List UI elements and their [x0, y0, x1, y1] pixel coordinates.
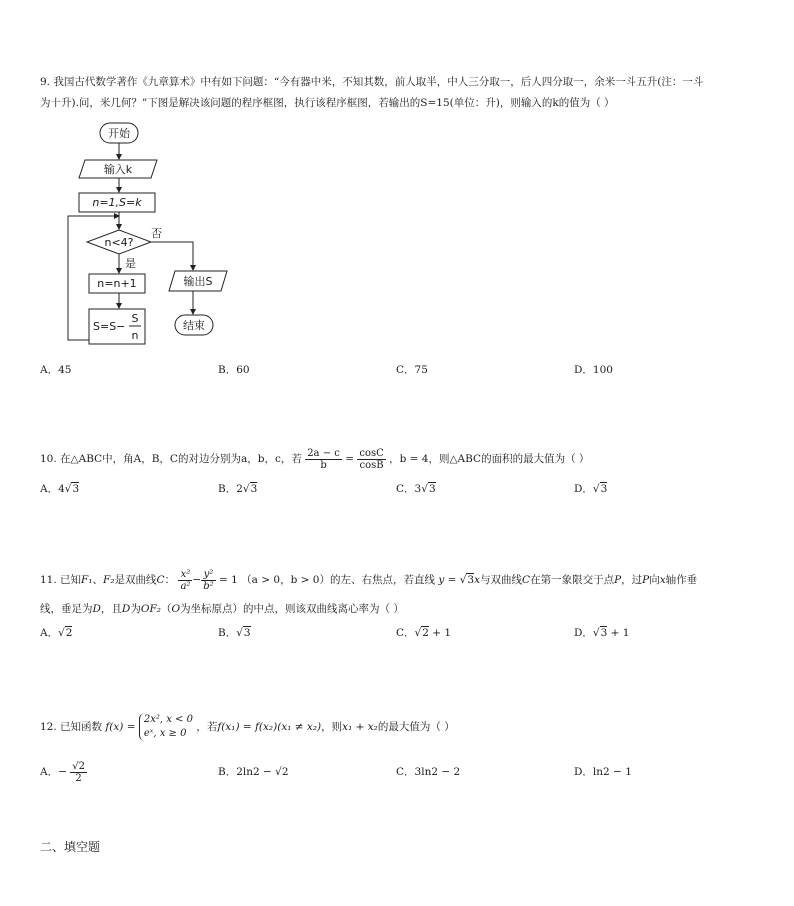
- flow-update-label: S=S−: [93, 320, 126, 333]
- q11-t6: 向: [649, 574, 660, 586]
- q10-fraction-right: [357, 448, 385, 471]
- q11-option-a[interactable]: A．√2: [40, 627, 73, 639]
- q11-option-c-rad: 2: [422, 627, 429, 639]
- q10-option-c-rad: 3: [428, 483, 436, 495]
- q12-mid: ，若: [196, 721, 218, 733]
- q10-frac2-num: cosC: [359, 447, 384, 459]
- q11-t4: 在第一象限交于点: [530, 574, 615, 586]
- q11-t3: 与双曲线: [480, 574, 523, 586]
- q12-cond: f(x₁) = f(x₂)(x₁ ≠ x₂): [217, 721, 322, 733]
- q9-text-line2: 为十升).问，米几何？”下图是解决该问题的程序框图，执行该程序框图，若输出的S=15(单位：升)，则输入的k的值为（ ）: [40, 97, 615, 109]
- q12-tail1: ，则: [321, 721, 343, 733]
- q10-frac1-den: b: [320, 459, 327, 471]
- flow-yes-label: 是: [125, 257, 136, 270]
- flow-output-label: 输出S: [183, 275, 213, 288]
- q11-line2a: 线，垂足为: [40, 603, 93, 615]
- q10-option-a[interactable]: A．4√3: [40, 483, 80, 495]
- q12-option-c-label: C．: [396, 766, 415, 778]
- q11-option-b-rad: 3: [243, 627, 251, 639]
- q9-flowchart: [55, 118, 255, 353]
- q10-option-c-label: C．: [396, 483, 415, 495]
- q11-option-d-rad: 3: [600, 627, 608, 639]
- q11-eq1: = 1: [219, 574, 238, 586]
- q10-option-d[interactable]: D．√3: [574, 483, 608, 495]
- q11-of2: OF₂: [140, 603, 161, 615]
- q11-option-c[interactable]: C．√2 + 1: [396, 627, 452, 639]
- q11-hyp-y: y²: [201, 569, 215, 581]
- q9-option-a[interactable]: A．45: [40, 364, 72, 376]
- q12-sum: x₁ + x₂: [342, 721, 378, 733]
- q10-option-b-rad: 3: [250, 483, 258, 495]
- q11-line2b: ，且: [100, 603, 122, 615]
- q11-option-b[interactable]: B．√3: [218, 627, 251, 639]
- q11-t2: 是双曲线: [114, 574, 157, 586]
- q11-stem-line2: [40, 603, 404, 616]
- q11-t5: ，过: [621, 574, 643, 586]
- q11-option-a-rad: 2: [65, 627, 73, 639]
- q9-option-c[interactable]: C．75: [396, 364, 428, 376]
- q12-fx: f(x) =: [105, 721, 136, 733]
- q10-equals: =: [345, 453, 355, 465]
- q11-line-y: y =: [438, 574, 460, 586]
- q11-c2: C: [522, 574, 531, 586]
- q10-option-b-label: B．: [218, 483, 237, 495]
- q10-option-d-label: D．: [574, 483, 593, 495]
- q10-option-a-rad: 3: [72, 483, 80, 495]
- q12-option-b[interactable]: [218, 764, 289, 779]
- q11-option-a-label: A．: [40, 627, 59, 639]
- q12-option-a-sign: −: [58, 766, 67, 778]
- q10-frac2-den: cosB: [359, 459, 384, 471]
- section-fill-in-title: 二、填空题: [40, 840, 101, 854]
- q11-x: x: [659, 574, 666, 586]
- q11-cond: （a > 0，b > 0）的左、右焦点，若直线: [241, 574, 435, 586]
- q10-prefix: 10. 在△ABC中，角A，B，C的对边分别为a，b，c，若: [40, 453, 302, 465]
- q12-case2: eˣ, x ≥ 0: [143, 728, 187, 739]
- q11-option-c-tail: + 1: [428, 627, 452, 639]
- q12-stem: [40, 711, 455, 743]
- q11-line2e: 为坐标原点）的中点，则该双曲线离心率为（ ）: [180, 603, 404, 615]
- flow-update-den: n: [131, 329, 139, 342]
- q11-o: O: [171, 603, 181, 615]
- flow-cond-label: n<4?: [104, 236, 134, 249]
- q10-frac1-num: 2a − c: [307, 447, 340, 459]
- q11-hyp-y-frac: [201, 569, 215, 592]
- q12-option-b-value: 2ln2 − √2: [236, 766, 289, 778]
- q11-line-x: x: [474, 574, 481, 586]
- q11-f2: F₂: [103, 574, 115, 586]
- q12-option-c-value: 3ln2 − 2: [414, 766, 461, 778]
- q12-piecewise: [139, 713, 193, 741]
- q11-line-rad: 3: [467, 574, 475, 586]
- q12-option-a-num: √2: [72, 760, 85, 772]
- q11-p: P: [614, 574, 622, 586]
- q9-option-b[interactable]: B．60: [218, 364, 250, 376]
- q12-prefix: 12. 已知函数: [40, 721, 103, 733]
- q11-option-d[interactable]: D．√3 + 1: [574, 627, 630, 639]
- q12-option-a-frac: [70, 761, 87, 784]
- q10-option-c-coef: 3: [414, 483, 422, 495]
- q9-text-line1: 9. 我国古代数学著作《九章算术》中有如下问题：“今有器中米，不知其数，前人取半，中人三分取一，后人四分取一，余米一斗五升(注：一斗: [40, 76, 704, 88]
- q10-option-c[interactable]: C．3√3: [396, 483, 436, 495]
- q10-option-b-coef: 2: [236, 483, 243, 495]
- q11-option-d-tail: + 1: [607, 627, 630, 639]
- q12-option-d-value: ln2 − 1: [592, 766, 632, 778]
- q11-hyp-b: b²: [203, 580, 214, 592]
- flow-no-label: 否: [151, 227, 162, 240]
- q11-sep: 、: [92, 574, 104, 586]
- q11-hyp-x: x²: [178, 569, 192, 581]
- q11-d: D: [92, 603, 101, 615]
- q11-d2: D: [121, 603, 131, 615]
- q10-stem: [40, 444, 589, 474]
- q10-option-a-label: A．: [40, 483, 59, 495]
- q11-line2d: （: [160, 603, 172, 615]
- q11-t7: 轴作垂: [665, 574, 698, 586]
- q12-option-b-label: B．: [218, 766, 237, 778]
- flow-update-num: S: [131, 312, 139, 325]
- q12-option-a-den: 2: [75, 772, 82, 784]
- q9-option-d[interactable]: D．100: [574, 364, 613, 376]
- q11-hyp-x-frac: [178, 569, 192, 592]
- q12-option-a[interactable]: [40, 757, 87, 787]
- flow-input-label: 输入k: [103, 163, 133, 176]
- flow-end-label: 结束: [183, 319, 205, 332]
- q11-stem-line1: 11. 已知F₁、F₂是双曲线C： $\frac{\text{x²}}{\text{a²}}$ − $\frac{\text{y²}}{\text{b²}}$ = 1 （a > 0，b > 0）的左、右焦点，若直线 y = √3x与双曲线C在第一象限交于点P，过P向x轴作垂: [40, 568, 698, 592]
- flow-start-label: 开始: [108, 127, 130, 140]
- q12-tail2: 的最大值为（ ）: [377, 721, 455, 733]
- flow-inc-label: n=n+1: [97, 277, 137, 290]
- flow-init-label: n=1,S=k: [92, 196, 142, 209]
- q11-f1: F₁: [81, 574, 93, 586]
- q10-suffix: ，b = 4，则△ABC的面积的最大值为（ ）: [389, 453, 590, 465]
- q12-option-c[interactable]: [396, 764, 460, 779]
- q10-option-b[interactable]: B．2√3: [218, 483, 258, 495]
- q11-option-c-label: C．: [396, 627, 415, 639]
- q11-hyp-a: a²: [180, 580, 191, 592]
- q10-fraction-left: [305, 448, 342, 471]
- q11-c: C: [156, 574, 165, 586]
- q12-option-d-label: D．: [574, 766, 593, 778]
- q12-option-a-label: A．: [40, 766, 59, 778]
- q12-option-d[interactable]: [574, 764, 632, 779]
- q11-p2: P: [642, 574, 650, 586]
- q11-option-d-label: D．: [574, 627, 593, 639]
- q11-t1: 11. 已知: [40, 574, 82, 586]
- q11-colon: ：: [164, 574, 176, 586]
- q10-option-a-coef: 4: [58, 483, 65, 495]
- q11-line2c: 为: [130, 603, 141, 615]
- q11-option-b-label: B．: [218, 627, 237, 639]
- q11-minus: −: [192, 574, 202, 586]
- q12-case1: 2x², x < 0: [143, 714, 193, 725]
- q10-option-d-rad: 3: [600, 483, 608, 495]
